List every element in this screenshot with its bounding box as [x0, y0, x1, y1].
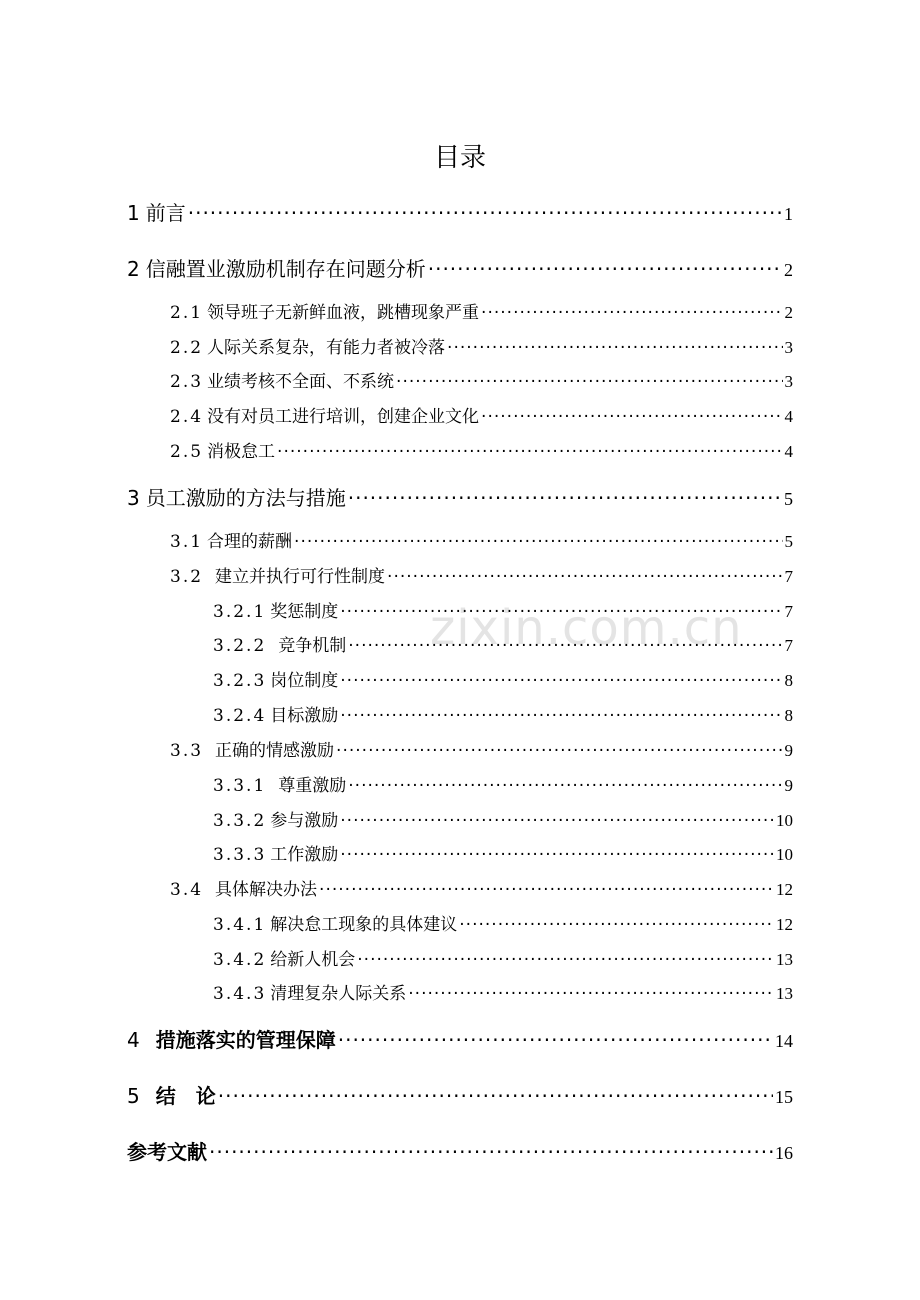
toc-entry-3-4[interactable]	[170, 875, 793, 905]
toc-page-number: 15	[775, 1087, 793, 1107]
leader-dots	[481, 402, 782, 432]
toc-entry-number: 4	[127, 1028, 142, 1052]
leader-dots	[294, 527, 782, 557]
toc-entry-label: 尊重激励	[278, 776, 347, 796]
toc-entry-3-2-1[interactable]	[213, 597, 793, 627]
toc-entry-number: 2.1	[170, 303, 204, 323]
toc-entry-label: 业绩考核不全面、不系统	[207, 372, 395, 392]
toc-entry-3-2-4[interactable]	[213, 701, 793, 731]
toc-entry-5[interactable]	[127, 1081, 793, 1111]
toc-page-number: 7	[784, 636, 793, 655]
toc-entry-label: 清理复杂人际关系	[270, 984, 407, 1004]
toc-entry-label: 建立并执行可行性制度	[215, 567, 386, 587]
toc-entry-2-5[interactable]	[170, 437, 793, 467]
toc-entry-number: 3.2.2	[213, 636, 267, 656]
toc-entry-number: 3.2.3	[213, 671, 267, 691]
toc-entry-label: 没有对员工进行培训，创建企业文化	[207, 407, 480, 427]
toc-entry-3-4-3[interactable]	[213, 979, 793, 1009]
toc-entry-number: 3.3.2	[213, 811, 267, 831]
toc-entry-label: 具体解决办法	[215, 880, 318, 900]
toc-entry-label: 前言	[145, 201, 186, 225]
toc-page-number: 13	[776, 984, 793, 1003]
toc-entry-3-1[interactable]	[170, 527, 793, 557]
toc-entry-1[interactable]	[127, 198, 793, 228]
toc-entry-label: 消极怠工	[207, 442, 276, 462]
toc-entry-number: 3.4.1	[213, 915, 267, 935]
toc-entry-3-2[interactable]	[170, 562, 793, 592]
toc-entry-number: 2.5	[170, 442, 204, 462]
toc-entry-number: 3.1	[170, 532, 204, 552]
toc-page-number: 7	[784, 567, 793, 586]
toc-entry-label: 岗位制度	[270, 671, 339, 691]
leader-dots	[396, 367, 782, 397]
toc-entry-number: 2.2	[170, 338, 204, 358]
toc-entry-label: 解决怠工现象的具体建议	[270, 915, 458, 935]
toc-entry-number: 3.4.2	[213, 950, 267, 970]
toc-entry-3[interactable]	[127, 483, 793, 513]
toc-page-number: 10	[776, 845, 793, 864]
toc-entry-number: 5	[127, 1084, 142, 1108]
toc-page-number: 10	[776, 811, 793, 830]
toc-entry-2-3[interactable]	[170, 367, 793, 397]
leader-dots	[340, 701, 782, 731]
toc-page-number: 13	[776, 950, 793, 969]
toc-page-number: 4	[784, 442, 793, 461]
toc-entry-3-3-1[interactable]	[213, 771, 793, 801]
leader-dots	[459, 910, 774, 940]
toc-page-number: 12	[776, 880, 793, 899]
leader-dots	[340, 597, 782, 627]
toc-entry-number: 3.3.3	[213, 845, 267, 865]
leader-dots	[340, 666, 782, 696]
toc-entry-2-1[interactable]	[170, 298, 793, 328]
leader-dots	[348, 771, 782, 801]
toc-entry-2[interactable]	[127, 254, 793, 284]
toc-entry-number: 3.3.1	[213, 776, 267, 796]
toc-page-number: 8	[784, 671, 793, 690]
leader-dots	[408, 979, 774, 1009]
leader-dots	[481, 298, 782, 328]
toc-page-number: 14	[775, 1031, 793, 1051]
toc-page-number: 8	[784, 706, 793, 725]
toc-entry-label: 给新人机会	[270, 950, 356, 970]
toc-entry-number: 2	[127, 257, 142, 281]
toc-entry-label: 领导班子无新鲜血液，跳槽现象严重	[207, 303, 480, 323]
toc-entry-number: 2.3	[170, 372, 204, 392]
toc-page-number: 5	[784, 489, 793, 509]
toc-entry-number: 3.3	[170, 741, 204, 761]
toc-entry-3-4-2[interactable]	[213, 945, 793, 975]
toc-entry-number: 3	[127, 486, 142, 510]
toc-page-number: 3	[784, 372, 793, 391]
toc-page-number: 2	[784, 260, 793, 280]
leader-dots	[357, 945, 774, 975]
leader-dots	[340, 840, 774, 870]
toc-entry-3-3-2[interactable]	[213, 806, 793, 836]
toc-page-number: 4	[784, 407, 793, 426]
toc-entry-number: 2.4	[170, 407, 204, 427]
toc-entry-2-4[interactable]	[170, 402, 793, 432]
toc-page-number: 2	[784, 303, 793, 322]
toc-page-number: 5	[784, 532, 793, 551]
toc-entry-label: 参与激励	[270, 811, 339, 831]
leader-dots	[336, 736, 782, 766]
toc-page-number: 9	[784, 741, 793, 760]
toc-entry-label: 正确的情感激励	[215, 741, 335, 761]
toc-page-number: 1	[784, 204, 793, 224]
leader-dots	[188, 198, 782, 228]
toc-page-number: 3	[784, 338, 793, 357]
toc-entry-number: 3.4.3	[213, 984, 267, 1004]
toc-page-number: 9	[784, 776, 793, 795]
toc-entry-number: 3.2.1	[213, 602, 267, 622]
leader-dots	[319, 875, 774, 905]
watermark: zixin.com.cn	[430, 600, 743, 656]
toc-entry-label: 合理的薪酬	[207, 532, 293, 552]
toc-entry-label: 员工激励的方法与措施	[145, 486, 346, 510]
toc-entry-label: 竞争机制	[278, 636, 347, 656]
leader-dots	[348, 483, 782, 513]
toc-page-number: 12	[776, 915, 793, 934]
toc-entry-references[interactable]	[127, 1137, 793, 1167]
toc-entry-number: 1	[127, 201, 142, 225]
toc-entry-2-2[interactable]	[170, 333, 793, 363]
toc-entry-3-2-3[interactable]	[213, 666, 793, 696]
toc-entry-label: 工作激励	[270, 845, 339, 865]
toc-entry-3-2-2[interactable]	[213, 631, 793, 661]
toc-entry-label: 参考文献	[127, 1140, 207, 1164]
toc-entry-label: 奖惩制度	[270, 602, 339, 622]
leader-dots	[387, 562, 782, 592]
leader-dots	[428, 254, 782, 284]
toc-entry-3-3-3[interactable]	[213, 840, 793, 870]
leader-dots	[340, 806, 774, 836]
toc-entry-number: 3.2	[170, 567, 204, 587]
leader-dots	[209, 1137, 773, 1167]
leader-dots	[218, 1081, 773, 1111]
leader-dots	[277, 437, 782, 467]
toc-entry-label: 信融置业激励机制存在问题分析	[145, 257, 426, 281]
leader-dots	[348, 631, 782, 661]
toc-entry-label: 结 论	[155, 1084, 216, 1108]
toc-entry-number: 3.2.4	[213, 706, 267, 726]
toc-page-number: 7	[784, 602, 793, 621]
toc-entry-number: 3.4	[170, 880, 204, 900]
toc-entry-4[interactable]	[127, 1025, 793, 1055]
toc-entry-label: 人际关系复杂，有能力者被冷落	[207, 338, 446, 358]
toc-page-number: 16	[775, 1143, 793, 1163]
toc-entry-3-3[interactable]	[170, 736, 793, 766]
leader-dots	[338, 1025, 773, 1055]
leader-dots	[447, 333, 782, 363]
page-title: 目录	[433, 143, 486, 173]
toc-entry-label: 目标激励	[270, 706, 339, 726]
toc-entry-label: 措施落实的管理保障	[155, 1028, 336, 1052]
toc-entry-3-4-1[interactable]	[213, 910, 793, 940]
